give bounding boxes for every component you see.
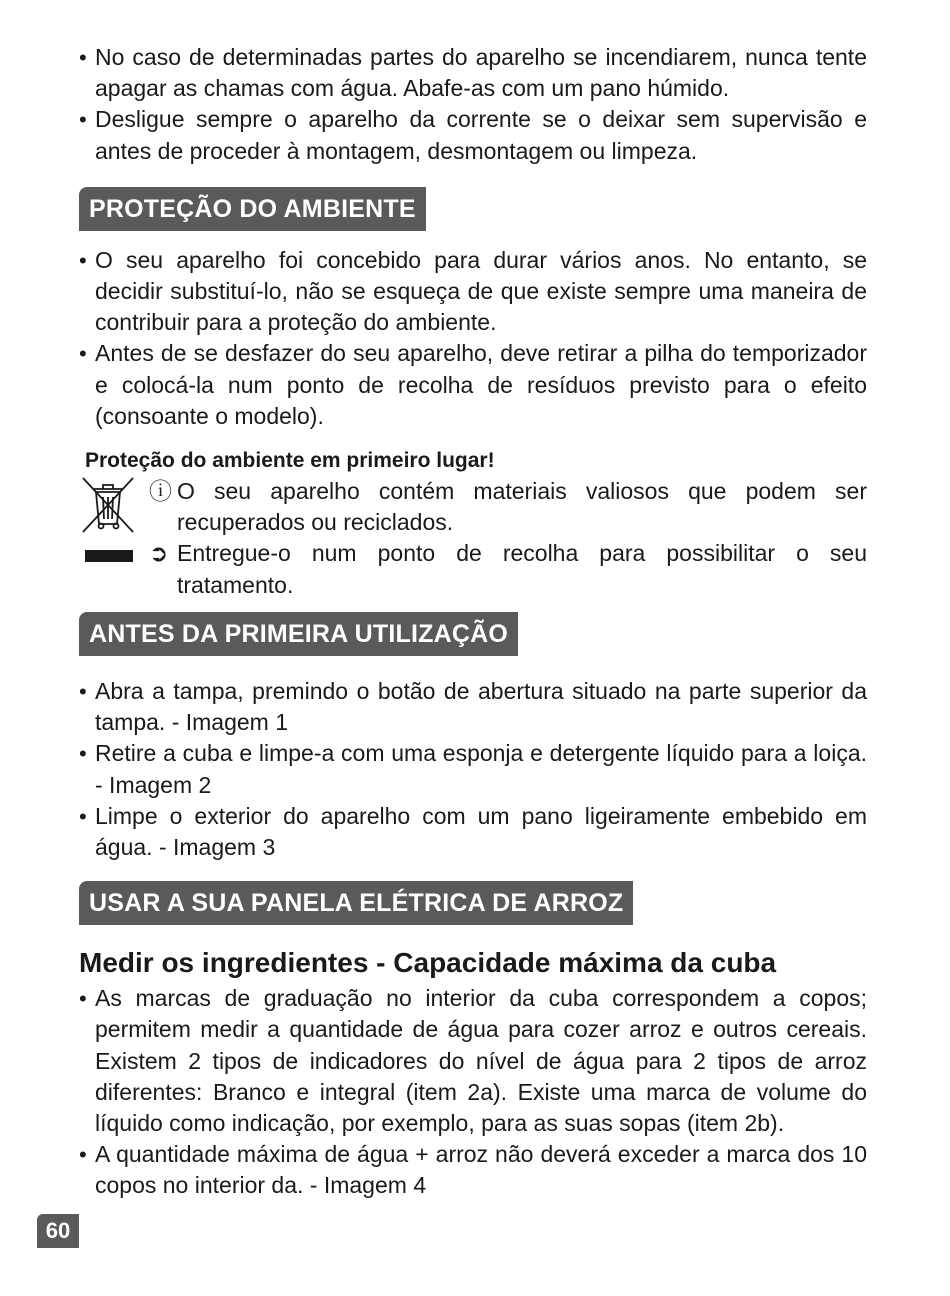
arrow-right-icon: ➲ bbox=[149, 540, 169, 567]
list-item: • Abra a tampa, premindo o botão de abertura situado na parte superior da tampa. - Imagem 1 bbox=[79, 676, 867, 738]
intro-bullet-list bbox=[79, 42, 867, 167]
environment-lines bbox=[149, 476, 867, 601]
page-content bbox=[79, 42, 867, 1202]
list-item: • A quantidade máxima de água + arroz não deverá exceder a marca dos 10 copos no interior da. - Imagem 4 bbox=[79, 1139, 867, 1201]
list-item: • Retire a cuba e limpe-a com uma esponja e detergente líquido para a loiça. - Imagem 2 bbox=[79, 738, 867, 800]
arrow-text: Entregue-o num ponto de recolha para possibilitar o seu tratamento. bbox=[177, 540, 867, 598]
list-item: • O seu aparelho foi concebido para durar vários anos. No entanto, se decidir substituí-lo, não se esqueça de que existe sempre uma maneira de contribuir para a proteção do ambiente. bbox=[79, 245, 867, 339]
arrow-line bbox=[149, 538, 867, 600]
environment-icons bbox=[79, 476, 139, 573]
page-number: 60 bbox=[37, 1214, 79, 1248]
list-item: • Desligue sempre o aparelho da corrente se o deixar sem supervisão e antes de proceder à montagem, desmontagem ou limpeza. bbox=[79, 104, 867, 166]
using-bullet-list bbox=[79, 983, 867, 1201]
list-item: • As marcas de graduação no interior da cuba correspondem a copos; permitem medir a quantidade de água para cozer arroz e outros cereais. Existem 2 tipos de indicadores do nível de água para 2 tipos de arroz diferentes: Branco e integral (item 2a). Existe uma marca de volume do líquido como indicação, por exemplo, para as suas sopas (item 2b). bbox=[79, 983, 867, 1139]
section-heading-environment: PROTEÇÃO DO AMBIENTE bbox=[79, 187, 426, 231]
list-item: • Antes de se desfazer do seu aparelho, deve retirar a pilha do temporizador e colocá-la num ponto de recolha de resíduos previsto para o efeito (consoante o modelo). bbox=[79, 338, 867, 432]
first-use-bullet-list bbox=[79, 676, 867, 863]
crossed-out-wheelie-bin-icon bbox=[79, 476, 139, 568]
environment-bullet-list bbox=[79, 245, 867, 432]
section-heading-first-use: ANTES DA PRIMEIRA UTILIZAÇÃO bbox=[79, 612, 518, 656]
list-item: • Limpe o exterior do aparelho com um pano ligeiramente embebido em água. - Imagem 3 bbox=[79, 801, 867, 863]
environment-subtitle: Proteção do ambiente em primeiro lugar! bbox=[85, 449, 495, 473]
section-heading-using: USAR A SUA PANELA ELÉTRICA DE ARROZ bbox=[79, 881, 633, 925]
info-text: O seu aparelho contém materiais valiosos que podem ser recuperados ou reciclados. bbox=[177, 478, 867, 536]
info-line bbox=[149, 476, 867, 538]
subheading-measuring: Medir os ingredientes - Capacidade máxima da cuba bbox=[79, 947, 777, 979]
list-item: • No caso de determinadas partes do aparelho se incendiarem, nunca tente apagar as chamas com água. Abafe-as com um pano húmido. bbox=[79, 42, 867, 104]
environment-notice bbox=[79, 476, 867, 598]
info-icon: ⓘ bbox=[149, 478, 172, 505]
